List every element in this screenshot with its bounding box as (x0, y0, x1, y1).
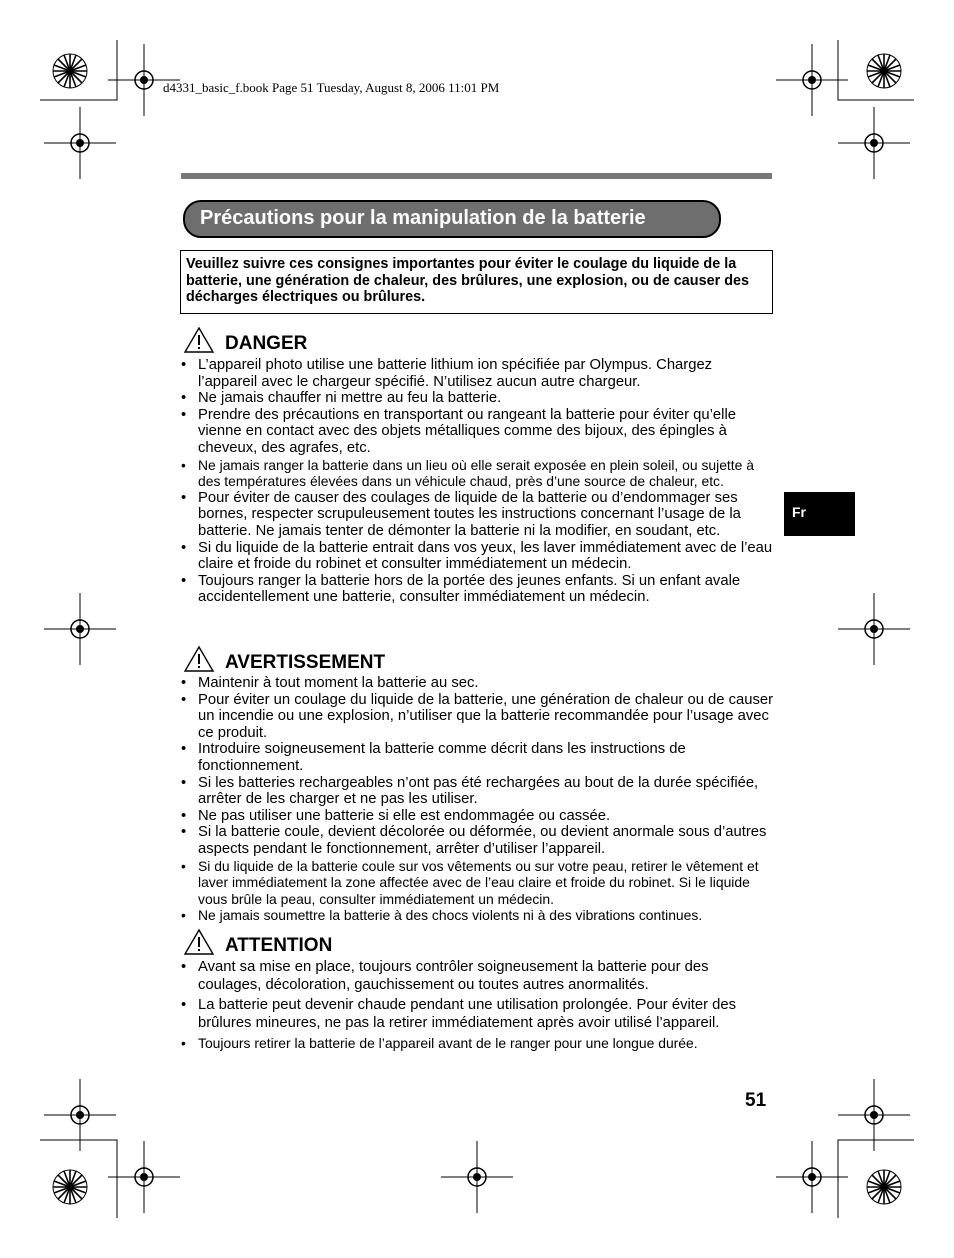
list-item: • Si les batteries rechargeables n’ont pas été rechargées au bout de la durée spécifiée, arrêter de les charger et ne pas les utiliser. (180, 775, 774, 808)
page-number: 51 (745, 1090, 767, 1111)
intro-notice: Veuillez suivre ces consignes importantes pour éviter le coulage du liquide de la batterie, une génération de chaleur, des brûlures, une explosion, ou de causer des décharges électriques ou brûlures. (180, 250, 773, 314)
list-item: • Ne jamais ranger la batterie dans un lieu où elle serait exposée en plein soleil, ou sujette à des températures élevées dans un véhicule chaud, près d’une source de chaleur, etc. (180, 457, 774, 490)
list-item: • Avant sa mise en place, toujours contrôler soigneusement la batterie pour des coulages, décoloration, gauchissement ou toutes autres anormalités. (180, 958, 774, 995)
warning-triangle-icon (183, 645, 215, 673)
list-item: • Introduire soigneusement la batterie comme décrit dans les instructions de fonctionnement. (180, 741, 774, 774)
print-header: d4331_basic_f.book Page 51 Tuesday, August 8, 2006 11:01 PM (163, 80, 500, 95)
top-rule (181, 173, 772, 179)
list-item: • Ne jamais soumettre la batterie à des chocs violents ni à des vibrations continues. (180, 907, 774, 924)
list-item: • Maintenir à tout moment la batterie au sec. (180, 675, 774, 692)
danger-list (180, 357, 774, 606)
attention-list (180, 958, 774, 1053)
page-title-banner (183, 200, 721, 238)
avertissement-list (180, 675, 774, 924)
list-item: • Si la batterie coule, devient décolorée ou déformée, ou devient anormale sous d’autres aspects pendant le fonctionnement, arrêter d’utiliser l’appareil. (180, 824, 774, 857)
list-item: • La batterie peut devenir chaude pendant une utilisation prolongée. Pour éviter des brûlures mineures, ne pas la retirer immédiatement après avoir utilisé l’appareil. (180, 996, 774, 1033)
list-item: • Toujours ranger la batterie hors de la portée des jeunes enfants. Si un enfant avale accidentellement une batterie, consulter immédiatement un médecin. (180, 573, 774, 606)
list-item: • Pour éviter un coulage du liquide de la batterie, une génération de chaleur ou de causer un incendie ou une explosion, n’utiliser que la batterie recommandée pour l’usage avec ce produit. (180, 692, 774, 742)
language-tab: Fr (784, 492, 855, 536)
warning-triangle-icon (183, 326, 215, 354)
list-item: • Toujours retirer la batterie de l’appareil avant de le ranger pour une longue durée. (180, 1034, 774, 1052)
page-title: Précautions pour la manipulation de la batterie (200, 207, 646, 229)
list-item: • Si du liquide de la batterie entrait dans vos yeux, les laver immédiatement avec de l’eau claire et froide du robinet et consulter immédiatement un médecin. (180, 540, 774, 573)
list-item: • Si du liquide de la batterie coule sur vos vêtements ou sur votre peau, retirer le vêtement et laver immédiatement la zone affectée avec de l’eau claire et froide du robinet. Si le liquide vous brûle la peau, consulter immédiatement un médecin. (180, 858, 774, 908)
registration-star-icon (53, 54, 87, 88)
list-item: • Ne jamais chauffer ni mettre au feu la batterie. (180, 390, 774, 407)
list-item: • Ne pas utiliser une batterie si elle est endommagée ou cassée. (180, 808, 774, 825)
list-item: • Prendre des précautions en transportant ou rangeant la batterie pour éviter qu’elle vienne en contact avec des objets métalliques comme des bijoux, des épingles à cheveux, des agrafes, etc. (180, 407, 774, 457)
warning-triangle-icon (183, 928, 215, 956)
list-item: • Pour éviter de causer des coulages de liquide de la batterie ou d’endommager ses bornes, respecter scrupuleusement toutes les instructions concernant l’usage de la batterie. Ne jamais tenter de démonter la batterie ni la modifier, en soudant, etc. (180, 490, 774, 540)
list-item: • L’appareil photo utilise une batterie lithium ion spécifiée par Olympus. Chargez l’appareil avec le chargeur spécifié. N’utilisez aucun autre chargeur. (180, 357, 774, 390)
